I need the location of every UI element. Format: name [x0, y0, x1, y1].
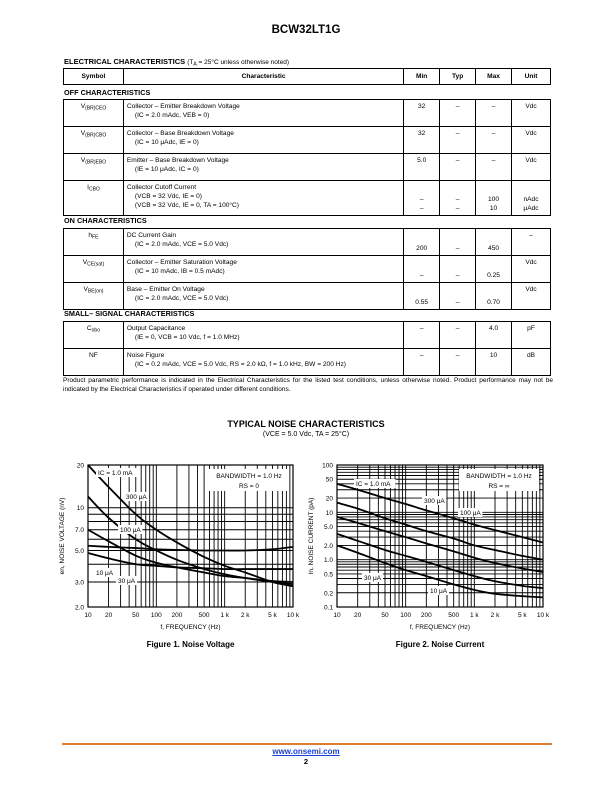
min: 0.55: [404, 283, 440, 310]
table-on: [63, 228, 551, 310]
col-characteristic: Characteristic: [123, 69, 403, 85]
svg-text:10: 10: [333, 612, 341, 619]
table-small-signal: [63, 321, 551, 376]
unit: Vdc: [512, 127, 551, 154]
max: –: [476, 100, 512, 127]
characteristic: Collector – Base Breakdown Voltage: [126, 130, 234, 137]
characteristic: Base – Emitter On Voltage: [126, 286, 205, 293]
max: 100 10: [476, 181, 512, 216]
symbol: $V_{BE(on)}$: [64, 283, 124, 310]
noise-section-title: TYPICAL NOISE CHARACTERISTICS: [227, 419, 385, 429]
col-max: Max: [476, 69, 512, 85]
svg-text:RS = 0: RS = 0: [238, 483, 260, 490]
svg-text:BANDWIDTH = 1.0 Hz: BANDWIDTH = 1.0 Hz: [466, 473, 532, 480]
svg-text:en, NOISE VOLTAGE (nV): en, NOISE VOLTAGE (nV): [59, 497, 66, 575]
characteristic: Emitter – Base Breakdown Voltage: [126, 157, 229, 164]
svg-text:BANDWIDTH = 1.0 Hz: BANDWIDTH = 1.0 Hz: [216, 473, 282, 480]
characteristic: Collector – Emitter Breakdown Voltage: [126, 103, 240, 110]
typ: –: [440, 322, 476, 349]
min: –: [404, 322, 440, 349]
svg-text:1.0: 1.0: [323, 557, 333, 565]
unit: nAdc μAdc: [512, 181, 551, 216]
svg-text:100: 100: [150, 612, 162, 619]
figure-2-caption: Figure 2. Noise Current: [395, 640, 485, 649]
condition: (VCB = 32 Vdc, IE = 0, TA = 100°C): [134, 202, 240, 209]
svg-text:IC = 1.0 mA: IC = 1.0 mA: [356, 481, 391, 488]
min: 5.0: [404, 154, 440, 181]
unit: Vdc: [512, 256, 551, 283]
svg-text:10: 10: [325, 509, 333, 517]
svg-text:0.1: 0.1: [323, 604, 333, 612]
svg-text:10 k: 10 k: [536, 612, 550, 619]
max: 4.0: [476, 322, 512, 349]
svg-text:50: 50: [325, 476, 333, 484]
condition: (IE = 10 μAdc, IC = 0): [134, 166, 199, 173]
unit: dB: [512, 349, 551, 376]
svg-text:f, FREQUENCY (Hz): f, FREQUENCY (Hz): [160, 624, 221, 631]
noise-voltage-chart: [50, 455, 310, 655]
table-row: [64, 349, 551, 376]
condition: (IC = 2.0 mAdc, VCE = 5.0 Vdc): [134, 295, 229, 302]
svg-text:5.0: 5.0: [74, 547, 84, 555]
min: 32: [404, 127, 440, 154]
symbol: $V_{(BR)CBO}$: [64, 127, 124, 154]
svg-text:7.0: 7.0: [74, 527, 84, 535]
figure-1-caption: Figure 1. Noise Voltage: [146, 640, 235, 649]
svg-text:20: 20: [76, 462, 84, 470]
min: –: [404, 256, 440, 283]
performance-note: Product parametric performance is indicated in the Electrical Characteristics for the listed test conditions, unless otherwise noted. Product performance may not be indicated by the Electrical Characteristics if operated under different conditions.: [63, 377, 553, 393]
table-row: [64, 283, 551, 310]
characteristic: Collector Cutoff Current: [126, 184, 197, 191]
page-number: 2: [303, 757, 309, 766]
symbol: $I_{CBO}$: [64, 181, 124, 216]
svg-text:0.5: 0.5: [323, 571, 333, 579]
min: –: [404, 349, 440, 376]
svg-text:100: 100: [400, 612, 412, 619]
svg-text:500: 500: [198, 612, 210, 619]
svg-text:300 μA: 300 μA: [126, 494, 147, 501]
svg-text:0.2: 0.2: [323, 590, 333, 598]
svg-text:10: 10: [76, 505, 84, 513]
symbol: $C_{obo}$: [64, 322, 124, 349]
typ: –: [440, 100, 476, 127]
condition: (IC = 0.2 mAdc, VCE = 5.0 Vdc, RS = 2.0 kΩ, f = 1.0 kHz, BW = 200 Hz): [134, 361, 346, 368]
svg-text:50: 50: [132, 612, 140, 619]
symbol: $h_{FE}$: [64, 229, 124, 256]
table-row: [64, 229, 551, 256]
table-row: [64, 100, 551, 127]
condition: (IE = 0, VCB = 10 Vdc, f = 1.0 MHz): [134, 334, 240, 341]
svg-text:5.0: 5.0: [323, 524, 333, 532]
svg-text:200: 200: [420, 612, 432, 619]
website-link[interactable]: www.onsemi.com: [272, 747, 340, 756]
section-off: OFF CHARACTERISTICS: [64, 88, 151, 97]
svg-text:100 μA: 100 μA: [460, 510, 481, 517]
max: –: [476, 127, 512, 154]
svg-text:10 k: 10 k: [286, 612, 300, 619]
max: –: [476, 154, 512, 181]
typ: –: [440, 127, 476, 154]
characteristic: Collector – Emitter Saturation Voltage: [126, 259, 237, 266]
col-typ: Typ: [440, 69, 476, 85]
svg-text:300 μA: 300 μA: [424, 498, 445, 505]
svg-text:f, FREQUENCY (Hz): f, FREQUENCY (Hz): [409, 624, 471, 631]
electrical-characteristics-title: ELECTRICAL CHARACTERISTICS ($T_A = 25^\circ C$ unless otherwise noted): [64, 57, 290, 68]
unit: pF: [512, 322, 551, 349]
table-off: [63, 99, 551, 216]
noise-section-subtitle: (VCE = 5.0 Vdc, TA = 25°C): [262, 431, 350, 438]
col-symbol: Symbol: [64, 69, 124, 85]
condition: (IC = 2.0 mAdc, VEB = 0): [134, 112, 210, 119]
table-row: [64, 181, 551, 216]
svg-text:200: 200: [171, 612, 183, 619]
table-header: [63, 68, 551, 85]
svg-text:10 μA: 10 μA: [430, 588, 448, 595]
max: 0.70: [476, 283, 512, 310]
table-row: [64, 322, 551, 349]
svg-text:5 k: 5 k: [268, 612, 277, 619]
symbol: NF: [64, 349, 124, 376]
noise-current-chart: [300, 455, 560, 655]
min: 200: [404, 229, 440, 256]
svg-text:10: 10: [84, 612, 92, 619]
unit: –: [512, 229, 551, 256]
condition: (IC = 10 mAdc, IB = 0.5 mAdc): [134, 268, 225, 275]
characteristic: Output Capacitance: [126, 325, 186, 332]
col-unit: Unit: [512, 69, 551, 85]
symbol: $V_{(BR)CEO}$: [64, 100, 124, 127]
svg-text:500: 500: [448, 612, 460, 619]
svg-text:In, NOISE CURRENT (pA): In, NOISE CURRENT (pA): [308, 497, 315, 575]
footer-rule: [62, 743, 552, 745]
characteristic: Noise Figure: [126, 352, 165, 359]
unit: Vdc: [512, 100, 551, 127]
min: 32: [404, 100, 440, 127]
svg-text:2 k: 2 k: [490, 612, 500, 619]
condition: (IC = 2.0 mAdc, VCE = 5.0 Vdc): [134, 241, 229, 248]
svg-text:2 k: 2 k: [240, 612, 250, 619]
col-min: Min: [404, 69, 440, 85]
max: 450: [476, 229, 512, 256]
svg-text:10 μA: 10 μA: [96, 570, 114, 577]
symbol: $V_{(BR)EBO}$: [64, 154, 124, 181]
test-condition: ($T_A = 25^\circ C$ unless otherwise noted): [187, 59, 290, 68]
svg-text:3.0: 3.0: [74, 579, 84, 587]
svg-text:5 k: 5 k: [517, 612, 527, 619]
svg-text:1 k: 1 k: [220, 612, 230, 619]
table-row: [64, 154, 551, 181]
max: 0.25: [476, 256, 512, 283]
section-on: ON CHARACTERISTICS: [64, 216, 147, 225]
svg-text:20: 20: [354, 612, 362, 619]
table-row: [64, 256, 551, 283]
svg-text:30 μA: 30 μA: [364, 575, 382, 582]
axis-labels: [308, 463, 550, 632]
svg-text:IC = 1.0 mA: IC = 1.0 mA: [98, 470, 133, 477]
svg-text:2.0: 2.0: [323, 542, 333, 550]
typ: – –: [440, 181, 476, 216]
typ: –: [440, 349, 476, 376]
unit: Vdc: [512, 283, 551, 310]
characteristic: DC Current Gain: [126, 232, 177, 239]
svg-text:RS = ∞: RS = ∞: [488, 483, 510, 490]
table-row: [64, 127, 551, 154]
svg-text:1 k: 1 k: [469, 612, 479, 619]
typ: –: [440, 256, 476, 283]
max: 10: [476, 349, 512, 376]
svg-text:30 μA: 30 μA: [118, 578, 136, 585]
symbol: $V_{CE(sat)}$: [64, 256, 124, 283]
min: – –: [404, 181, 440, 216]
svg-text:20: 20: [325, 495, 333, 503]
svg-text:100: 100: [322, 462, 333, 470]
typ: –: [440, 283, 476, 310]
typ: –: [440, 154, 476, 181]
unit: Vdc: [512, 154, 551, 181]
condition: (IC = 10 μAdc, IE = 0): [134, 139, 199, 146]
page-title: BCW32LT1G: [271, 24, 341, 36]
svg-text:20: 20: [104, 612, 113, 619]
condition: (VCB = 32 Vdc, IE = 0): [134, 193, 202, 200]
svg-text:100 μA: 100 μA: [120, 527, 141, 534]
typ: –: [440, 229, 476, 256]
section-small-signal: SMALL– SIGNAL CHARACTERISTICS: [64, 309, 195, 318]
svg-text:2.0: 2.0: [74, 604, 84, 612]
svg-text:50: 50: [381, 612, 389, 619]
